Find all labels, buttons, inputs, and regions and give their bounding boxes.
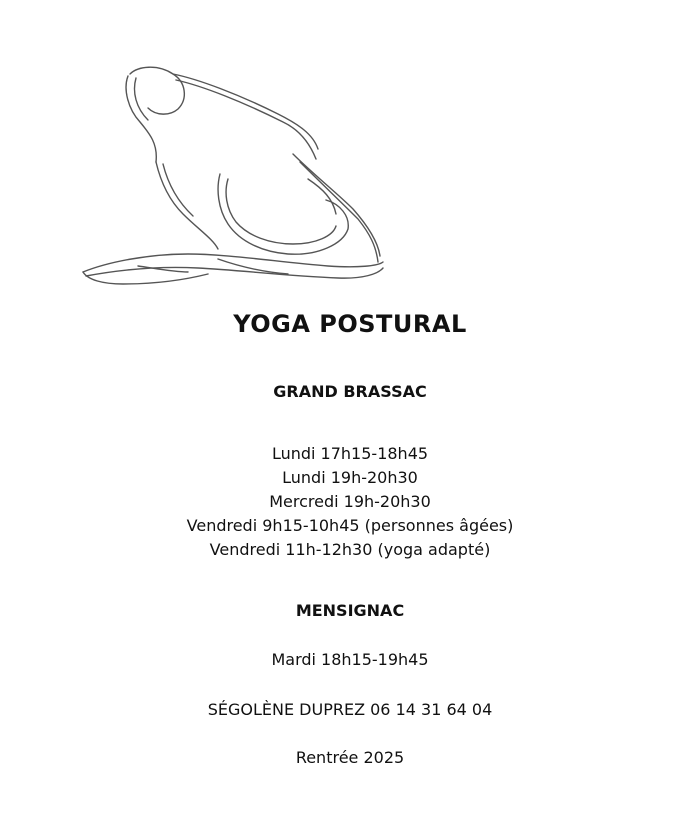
yoga-pose-illustration (78, 4, 388, 309)
location-heading-grand-brassac: GRAND BRASSAC (273, 382, 427, 401)
contact-line: SÉGOLÈNE DUPREZ 06 14 31 64 04 (207, 700, 493, 719)
location-heading-mensignac: MENSIGNAC (295, 601, 405, 620)
schedule-line: Lundi 17h15-18h45 (271, 444, 429, 463)
schedule-line: Vendredi 9h15-10h45 (personnes âgées) (186, 516, 514, 535)
page-title: YOGA POSTURAL (233, 310, 467, 338)
schedule-line: Mercredi 19h-20h30 (269, 492, 431, 511)
grand-brassac-schedule (0, 442, 700, 562)
schedule-line: Vendredi 11h-12h30 (yoga adapté) (209, 540, 491, 559)
footer-line: Rentrée 2025 (295, 748, 405, 767)
schedule-line: Mardi 18h15-19h45 (271, 650, 429, 669)
schedule-line: Lundi 19h-20h30 (282, 468, 418, 487)
